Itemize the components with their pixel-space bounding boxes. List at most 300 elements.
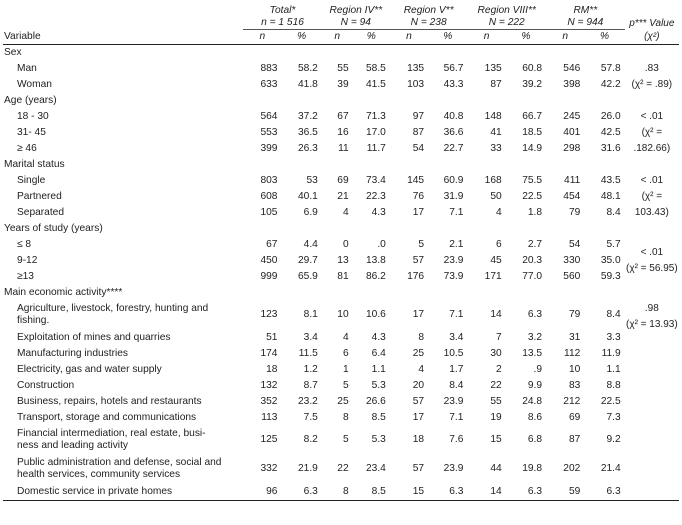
cell-n: 148 [484,110,502,122]
p-value-header: p*** Value [629,17,675,29]
col-pct: % [353,30,390,45]
section-title: Marital status [4,158,65,170]
cell-pct: 22.3 [366,190,386,202]
row-label: Single [17,174,46,186]
cell-n: 18 [266,363,278,375]
cell-n: 330 [563,254,581,266]
p-value-cell [625,173,679,221]
cell-n: 4 [495,206,502,218]
cell-n: 145 [407,174,425,186]
cell-pct: 3.3 [606,331,621,343]
col-n: n [467,30,505,45]
cell-pct: 57.8 [600,62,621,74]
cell-n: 45 [490,254,502,266]
cell-pct: 8.7 [303,379,318,391]
cell-n: 999 [260,270,278,282]
row-label: Separated [17,206,65,218]
cell-pct: 6.4 [371,347,386,359]
row-label-line: ness and leading activity [17,440,128,451]
cell-n: 5 [342,379,349,391]
p-value-cell [625,109,679,157]
cell-pct: 10.5 [443,347,464,359]
cell-n: 399 [260,142,278,154]
col-pct: % [584,30,624,45]
section-header [3,93,679,109]
table-row [3,378,679,394]
row-label: Partnered [17,190,62,202]
col-n: n [243,30,281,45]
cell-n: 16 [337,126,349,138]
cell-n: 6 [495,238,502,250]
cell-n: 67 [266,238,278,250]
cell-pct: 8.4 [449,379,464,391]
table-row [3,301,679,330]
cell-n: 0 [342,238,349,250]
cell-pct: 10.6 [366,309,386,320]
section-title: Age (years) [4,94,57,106]
cell-n: 135 [407,62,425,74]
cell-n: 76 [412,190,425,202]
cell-n: 401 [563,126,581,138]
cell-n: 103 [407,78,425,90]
cell-pct: 23.2 [298,395,318,407]
cell-n: 69 [337,174,349,186]
chi-header: (χ²) [625,30,679,45]
cell-n: 57 [412,463,425,474]
cell-pct: 6.3 [527,309,543,320]
cell-pct: 43.5 [600,174,621,186]
cell-n: 546 [563,62,581,74]
cell-pct: 65.9 [298,270,318,282]
cell-n: 6 [342,347,349,359]
row-label: Transport, storage and communications [17,411,197,423]
table-row [3,77,679,93]
cell-pct: 41.8 [298,78,318,90]
cell-n: 564 [260,110,278,122]
section-title: Sex [4,46,22,58]
chi-square-value: (χ² = 13.93) [625,318,678,330]
cell-pct: 8.4 [606,309,621,320]
cell-n: 69 [568,411,581,423]
cell-pct: 39.2 [522,78,543,90]
cell-n: 57 [412,254,425,266]
cell-n: 4 [342,206,349,218]
cell-pct: 86.2 [366,270,386,282]
cell-n: 171 [484,270,502,282]
cell-pct: 1.2 [303,363,318,375]
row-label: Public administration and defense, social and health services, community services [17,456,222,480]
cell-pct: 42.5 [600,126,621,138]
cell-pct: 26.6 [366,395,386,407]
cell-n: 13 [337,254,349,266]
p-value: < .01 [640,110,664,122]
cell-n: 411 [564,174,581,186]
data-table [3,4,679,501]
cell-n: 22 [337,463,349,474]
cell-n: 19 [490,411,502,423]
cell-pct: 6.3 [428,484,467,501]
cell-pct: 31.9 [443,190,464,202]
cell-pct: 5.7 [606,238,621,250]
cell-n: 17 [412,309,425,320]
cell-pct: 22.7 [443,142,464,154]
group-n-region-viii: N = 222 [467,17,546,30]
cell-pct: 7.1 [449,411,464,423]
cell-pct: 73.9 [443,270,464,282]
row-label: Woman [17,78,52,90]
cell-pct: 6.3 [281,484,321,501]
cell-n: 55 [337,62,349,74]
cell-pct: 3.2 [527,331,543,343]
table-row [3,237,679,253]
cell-pct: 4.3 [371,206,386,218]
chi-square-value: (χ² = .89) [631,78,673,90]
cell-pct: 21.4 [600,463,621,474]
cell-n: 332 [260,463,278,474]
cell-pct: 23.9 [443,463,464,474]
cell-n: 245 [563,110,581,122]
group-header-region-iv: Region IV** [329,5,383,16]
cell-pct: 29.7 [298,254,318,266]
cell-pct: 5.3 [371,434,386,445]
row-label: Man [17,62,37,74]
cell-n: 15 [490,434,502,445]
col-n: n [390,30,428,45]
cell-n: 17 [412,206,425,218]
cell-pct: 13.5 [522,347,543,359]
cell-pct: 4.3 [371,331,386,343]
cell-pct: 6.3 [506,484,546,501]
cell-pct: 1.1 [371,363,386,375]
cell-pct: 5.3 [371,379,386,391]
cell-pct: 36.5 [298,126,318,138]
col-pct: % [428,30,467,45]
row-label: Construction [17,379,75,391]
section-header [3,285,679,301]
cell-pct: 7.5 [303,411,318,423]
cell-n: 21 [337,190,349,202]
cell-pct: 8.1 [303,309,318,320]
group-n-total: n = 1 516 [243,17,322,30]
cell-pct: 18.5 [522,126,543,138]
cell-pct: 22.5 [522,190,543,202]
cell-pct: 24.8 [522,395,543,407]
chi-square-value: (χ² = .182.66) [633,126,671,154]
row-label: Agriculture, livestock, forestry, hunting and fishing. [17,302,209,326]
cell-n: 8 [342,411,349,423]
cell-pct: .0 [377,238,386,250]
cell-n: 560 [563,270,581,282]
chi-square-value: (χ² = 103.43) [634,190,669,218]
row-label: 31- 45 [17,126,46,138]
cell-pct: 41.5 [366,78,386,90]
cell-n: 123 [260,309,278,320]
cell-pct: 26.0 [600,110,621,122]
p-value: .98 [644,302,659,314]
group-n-region-v: N = 238 [390,17,468,30]
cell-pct: 36.6 [443,126,464,138]
cell-pct: 11.5 [298,347,318,359]
cell-pct: 1.7 [449,363,464,375]
row-label-line: Financial intermediation, real estate, busi- [17,427,206,439]
header-row-n [3,17,679,30]
cell-pct: 14.9 [522,142,543,154]
cell-pct: 58.2 [298,62,318,74]
table-row [3,455,679,484]
table-row [3,173,679,189]
cell-n: 18 [412,434,425,445]
row-label: ≥13 [17,270,34,282]
table-row [3,253,679,269]
row-label: Business, repairs, hotels and restaurants [17,395,202,407]
cell-n: 14 [490,309,502,320]
cell-pct: 73.4 [366,174,386,186]
cell-n: 59 [546,484,584,501]
cell-pct: 9.2 [606,434,621,445]
cell-pct: 8.4 [606,206,621,218]
p-value-cell [625,61,679,93]
cell-pct: 9.9 [527,379,543,391]
cell-n: 25 [337,395,349,407]
header-row-groups [3,4,679,17]
cell-n: 8 [322,484,353,501]
cell-pct: 59.3 [600,270,621,282]
p-value-cell [625,301,679,346]
cell-n: 87 [412,126,425,138]
cell-pct: 21.9 [298,463,318,474]
cell-n: 112 [564,347,581,359]
cell-n: 4 [342,331,349,343]
cell-n: 87 [490,78,502,90]
cell-pct: 56.7 [443,62,464,74]
group-header-region-viii: Region VIII** [477,5,536,16]
row-label: ≤ 8 [17,238,32,250]
cell-n: 454 [563,190,581,202]
cell-n: 44 [490,463,502,474]
cell-n: 2 [495,363,502,375]
cell-pct: 23.9 [443,254,464,266]
cell-pct: 7.3 [606,411,621,423]
cell-pct: 8.8 [606,379,621,391]
table-row [3,141,679,157]
cell-n: 54 [568,238,581,250]
cell-pct: 17.0 [366,126,386,138]
cell-n: 10 [568,363,581,375]
cell-n: 20 [412,379,425,391]
section-header [3,157,679,173]
cell-pct: 58.5 [366,62,386,74]
cell-n: 212 [563,395,581,407]
cell-pct: 77.0 [522,270,543,282]
cell-pct: 19.8 [522,463,543,474]
row-label: 9-12 [17,254,38,266]
cell-pct: 4.4 [303,238,318,250]
cell-pct: 40.8 [443,110,464,122]
cell-n: 50 [490,190,502,202]
cell-pct: 7.1 [449,206,464,218]
cell-pct: 7.1 [449,309,464,320]
cell-n: 398 [563,78,581,90]
row-label: Exploitation of mines and quarries [17,331,171,343]
cell-n: 450 [260,254,278,266]
cell-n: 10 [337,309,349,320]
variable-header: Variable [3,30,243,45]
cell-pct: 48.1 [600,190,621,202]
table-row [3,484,679,501]
chi-square-value: (χ² = 56.95) [625,262,678,274]
cell-n: 96 [243,484,281,501]
cell-n: 883 [260,62,278,74]
cell-pct: 11.9 [601,347,621,359]
cell-n: 5 [418,238,425,250]
row-label: Manufacturing industries [17,347,128,359]
cell-n: 57 [412,395,425,407]
cell-pct: 3.4 [449,331,464,343]
table-row [3,426,679,455]
cell-pct: 3.4 [303,331,318,343]
cell-n: 17 [412,411,425,423]
cell-n: 174 [260,347,278,359]
group-header-region-v: Region V** [403,5,454,16]
cell-pct: 1.8 [527,206,543,218]
cell-pct: 1.1 [606,363,621,375]
col-pct: % [281,30,321,45]
cell-pct: 40.1 [298,190,318,202]
cell-n: 803 [260,174,278,186]
cell-n: 352 [260,395,278,407]
cell-pct: 2.7 [527,238,543,250]
cell-n: 135 [484,62,502,74]
cell-n: 87 [568,434,581,445]
section-header [3,44,679,61]
row-label [3,426,243,455]
table-row [3,109,679,125]
table-row [3,394,679,410]
cell-pct: 6.3 [584,484,624,501]
table-row [3,346,679,362]
table-row [3,125,679,141]
cell-pct: 7.6 [449,434,464,445]
cell-n: 30 [490,347,502,359]
cell-pct: 60.8 [522,62,543,74]
table-row [3,205,679,221]
cell-n: 33 [490,142,502,154]
cell-n: 5 [342,434,349,445]
row-label: Domestic service in private homes [3,484,243,501]
cell-pct: 75.5 [522,174,543,186]
cell-n: 125 [260,434,278,445]
cell-n: 553 [260,126,278,138]
cell-n: 55 [490,395,502,407]
cell-n: 39 [337,78,349,90]
cell-n: 202 [563,463,581,474]
col-n: n [546,30,584,45]
row-label: 18 - 30 [17,110,49,122]
table-row [3,269,679,285]
table-row [3,410,679,426]
cell-pct: 66.7 [522,110,543,122]
cell-pct: 8.5 [371,411,386,423]
cell-n: 79 [568,309,581,320]
section-title: Years of study (years) [4,222,103,234]
cell-pct: 71.3 [366,110,386,122]
cell-n: 11 [338,142,349,154]
col-pct: % [506,30,546,45]
cell-n: 1 [342,363,349,375]
group-header-rm: RM** [573,5,598,16]
cell-n: 298 [563,142,581,154]
cell-n: 83 [568,379,581,391]
cell-n: 132 [260,379,278,391]
cell-n: 8 [418,331,425,343]
row-label: ≥ 46 [17,142,37,154]
table-row [3,189,679,205]
cell-n: 4 [418,363,425,375]
cell-n: 25 [412,347,425,359]
cell-pct: 31.6 [600,142,621,154]
cell-pct: 20.3 [522,254,543,266]
cell-pct: 43.3 [443,78,464,90]
cell-pct: 23.4 [366,463,386,474]
group-n-region-iv: N = 94 [322,17,390,30]
cell-pct: 8.5 [353,484,390,501]
cell-pct: 11.7 [366,142,386,154]
cell-pct: 35.0 [600,254,621,266]
cell-pct: 13.8 [366,254,386,266]
table-row [3,330,679,346]
cell-n: 79 [568,206,581,218]
cell-pct: 6.9 [303,206,318,218]
cell-n: 51 [266,331,278,343]
cell-pct: 8.2 [303,434,318,445]
cell-n: 41 [490,126,502,138]
cell-n: 31 [568,331,581,343]
cell-pct: 42.2 [600,78,621,90]
cell-pct: 23.9 [443,395,464,407]
cell-n: 608 [260,190,278,202]
cell-n: 176 [407,270,425,282]
p-value: < .01 [640,174,664,186]
cell-n: 113 [261,411,278,423]
p-value: < .01 [640,246,664,258]
cell-pct: 2.1 [449,238,464,250]
cell-n: 97 [412,110,425,122]
cell-n: 14 [467,484,505,501]
table-row [3,362,679,378]
cell-pct: 53 [306,174,318,186]
cell-n: 633 [260,78,278,90]
cell-n: 54 [412,142,425,154]
cell-pct: .9 [533,363,543,375]
header-row-columns [3,30,679,45]
cell-n: 22 [490,379,502,391]
cell-n: 7 [495,331,502,343]
table-row [3,61,679,77]
cell-n: 105 [260,206,278,218]
cell-pct: 6.8 [527,434,543,445]
p-value: .83 [644,62,659,74]
cell-n: 81 [337,270,349,282]
col-n: n [322,30,353,45]
row-label: Electricity, gas and water supply [17,363,162,375]
p-value-cell [625,237,679,285]
cell-pct: 60.9 [443,174,464,186]
cell-n: 15 [390,484,428,501]
cell-pct: 8.6 [527,411,543,423]
group-header-total: Total* [269,5,296,16]
cell-pct: 22.5 [600,395,621,407]
cell-pct: 37.2 [298,110,318,122]
